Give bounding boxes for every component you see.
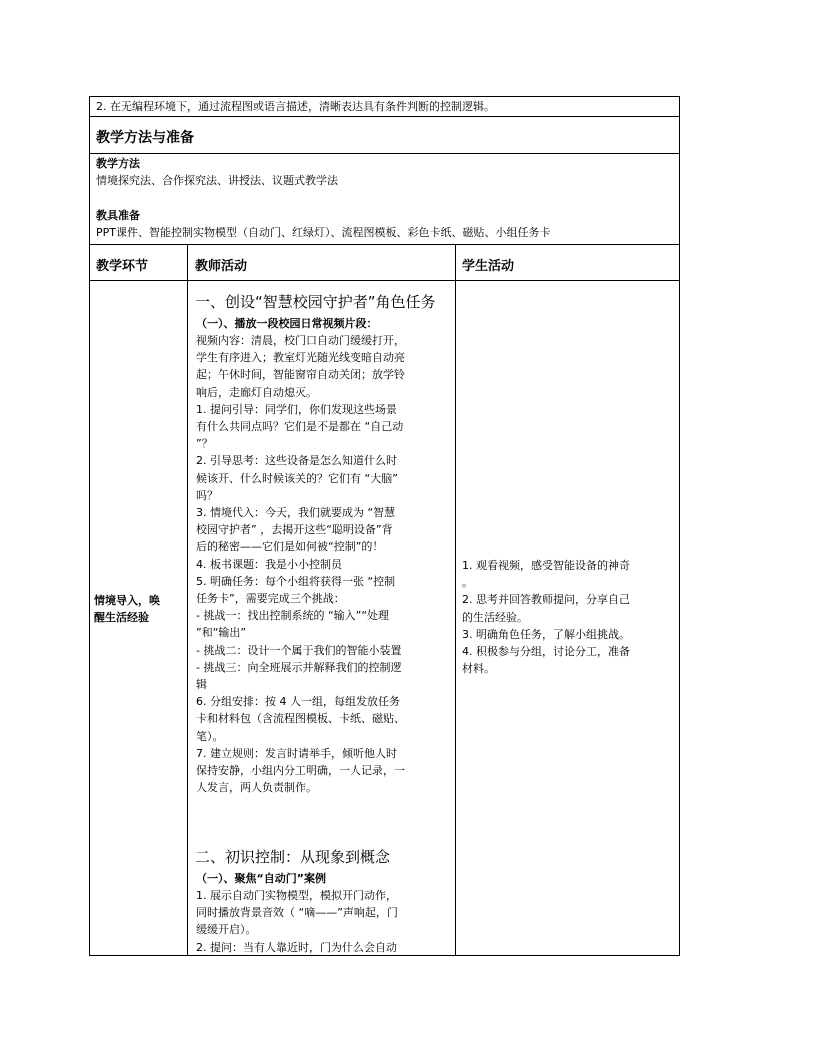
teacher-section-1-line: 有什么共同点吗？它们是不是都在 “自己动 (196, 420, 404, 434)
teacher-section-2-line: 2. 提问：当有人靠近时，门为什么会自动 (196, 940, 397, 954)
teacher-section-1-line: 后的秘密——它们是如何被“控制”的！ (196, 540, 384, 554)
teacher-section-1-line: 响后，走廊灯自动熄灭。 (196, 385, 317, 399)
student-activity-line: 1. 观看视频，感受智能设备的神奇 (462, 559, 630, 572)
student-activity-line: 。 (462, 576, 473, 590)
teacher-section-1-line: 2. 引导思考：这些设备是怎么知道什么时 (196, 454, 397, 468)
methods-label: 教学方法 (96, 157, 140, 170)
teacher-section-1-line: 笔）。 (196, 729, 224, 743)
teacher-section-1-line: 7. 建立规则：发言时请举手，倾听他人时 (196, 746, 397, 760)
teacher-section-1-line: 学生有序进入；教室灯光随光线变暗自动亮 (196, 351, 405, 365)
teacher-section-2-line: 1. 展示自动门实物模型，模拟开门动作， (196, 889, 397, 902)
teacher-section-1-subtitle: （一）、播放一段校园日常视频片段： (196, 317, 378, 330)
teacher-section-1-line: 候该开、什么时候该关的？它们有 “大脑” (196, 471, 398, 485)
row-divider (89, 280, 680, 281)
teacher-section-1-line: ”和“输出” (196, 626, 247, 640)
teacher-section-1-line: ”？ (196, 437, 213, 451)
objective-item: 2. 在无编程环境下，通过流程图或语言描述，清晰表达具有条件判断的控制逻辑。 (96, 100, 495, 113)
teacher-section-1-line: 3. 情境代入：今天，我们就要成为 “智慧 (196, 506, 396, 520)
teacher-section-1-line: 6. 分组安排：按 4 人一组，每组发放任务 (196, 695, 400, 709)
tools-label: 教具准备 (96, 209, 140, 222)
section-heading: 教学方法与准备 (96, 130, 194, 146)
header-teacher: 教师活动 (195, 259, 248, 274)
methods-text: 情境探究法、合作探究法、讲授法、议题式教学法 (96, 174, 338, 187)
teacher-section-1-line: 卡和材料包（含流程图模板、卡纸、磁贴、 (196, 712, 405, 726)
stage-label-line-2: 醒生活经验 (94, 611, 149, 624)
row-divider (89, 116, 680, 117)
teacher-section-1-line: - 挑战一：找出控制系统的 “输入”“处理 (196, 609, 390, 623)
header-stage: 教学环节 (96, 259, 149, 274)
tools-text: PPT课件、智能控制实物模型（自动门、红绿灯）、流程图模板、彩色卡纸、磁贴、小组任务卡 (96, 226, 551, 239)
teacher-section-2-body (196, 887, 398, 956)
teacher-section-1-line: 校园守护者” ，去揭开这些“聪明设备”背 (196, 523, 393, 537)
stage-label-line-1: 情境导入，唤 (94, 594, 160, 607)
row-divider (89, 244, 680, 245)
teacher-section-1-line: 吗？ (196, 488, 218, 502)
teacher-section-1-body (196, 332, 405, 796)
student-activities (462, 557, 630, 677)
teacher-section-1-line: 5. 明确任务：每个小组将获得一张 “控制 (196, 574, 396, 588)
column-divider (455, 244, 456, 956)
teacher-section-1-line: - 挑战三：向全班展示并解释我们的控制逻 (196, 660, 402, 674)
teacher-section-1-line: 视频内容：清晨，校门口自动门缓缓打开， (196, 334, 405, 347)
teacher-section-2-line: 同时播放背景音效（ “嘀——”声响起，门 (196, 906, 398, 920)
teacher-section-1-line: - 挑战二：设计一个属于我们的智能小装置 (196, 643, 402, 657)
teacher-section-2-title: 二、初识控制：从现象到概念 (195, 848, 391, 866)
student-activity-line: 材料。 (462, 662, 495, 676)
teacher-section-1-title: 一、创设“智慧校园守护者”角色任务 (195, 293, 436, 311)
student-activity-line: 的生活经验。 (462, 610, 528, 624)
teacher-section-1-line: 保持安静，小组内分工明确，一人记录，一 (196, 764, 405, 778)
student-activity-line: 4. 积极参与分组，讨论分工，准备 (462, 645, 630, 659)
teacher-section-1-line: 1. 提问引导：同学们，你们发现这些场景 (196, 402, 397, 416)
header-student: 学生活动 (462, 259, 515, 274)
teacher-section-1-line: 任务卡”，需要完成三个挑战： (196, 592, 345, 606)
teacher-section-1-line: 起；午休时间，智能窗帘自动关闭；放学铃 (196, 368, 405, 382)
teacher-section-1-line: 辑 (196, 678, 207, 692)
student-activity-line: 2. 思考并回答教师提问，分享自己 (462, 593, 630, 607)
column-divider (187, 244, 188, 956)
teacher-section-2-line: 缓缓开启）。 (196, 923, 257, 937)
teacher-section-1-line: 4. 板书课题：我是小小控制员 (196, 557, 342, 571)
teacher-section-1-line: 人发言，两人负责制作。 (196, 781, 317, 795)
teacher-section-2-subtitle: （一）、聚焦“自动门”案例 (196, 872, 326, 885)
student-activity-line: 3. 明确角色任务，了解小组挑战。 (462, 627, 630, 641)
row-divider (89, 153, 680, 154)
